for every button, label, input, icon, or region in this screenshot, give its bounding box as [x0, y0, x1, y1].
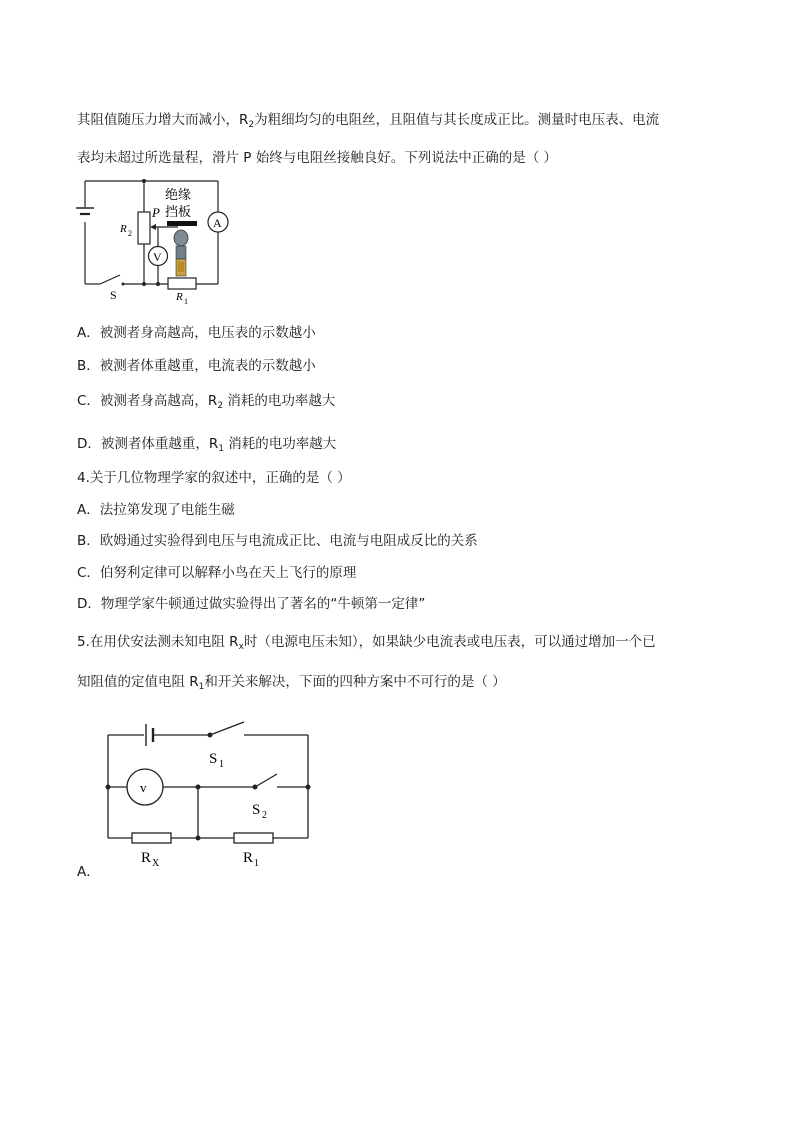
r1-label: R — [243, 850, 254, 866]
voltmeter-v-label: V — [153, 250, 162, 264]
s2-label: S — [252, 802, 261, 818]
q5-stem-line1 — [77, 630, 656, 652]
insulator-label-line2: 挡板 — [165, 205, 192, 220]
q3-stem-line1-part-a: 其阻值随压力增大而减小，R — [77, 112, 249, 128]
rx-label-sub: X — [152, 858, 160, 869]
r1-label-sub: 1 — [184, 297, 188, 306]
q5-option-a-label: A． — [77, 864, 100, 880]
q3-height-weight-circuit-diagram — [70, 172, 240, 307]
q3-option-c — [77, 389, 335, 411]
q3-option-c-part-a: C．被测者身高越高，R — [77, 393, 218, 409]
s2-label-sub: 2 — [262, 810, 267, 821]
q3-option-c-part-b: 消耗的电功率越大 — [223, 393, 336, 409]
r2-label-sub: 2 — [128, 229, 132, 238]
q3-stem-line1 — [77, 108, 659, 130]
q3-option-d-part-b: 消耗的电功率越大 — [224, 436, 337, 452]
q5-stem-line2-part-b: 和开关来解决，下面的四种方案中不可行的是（ ） — [204, 674, 506, 690]
rx-label: R — [141, 850, 152, 866]
r2-label: R — [120, 223, 127, 235]
slider-p-label: P — [152, 205, 160, 220]
q5-stem-line2 — [77, 670, 506, 692]
q5-stem-line1-part-a: 5.在用伏安法测未知电阻 R — [77, 634, 239, 650]
ammeter-a-label: A — [213, 216, 222, 230]
q3-option-a: A．被测者身高越高，电压表的示数越小 — [77, 325, 316, 341]
q3-stem-line1-part-b: 为粗细均匀的电阻丝，且阻值与其长度成正比。测量时电压表、电流 — [254, 112, 660, 128]
q3-option-c-subscript: 2 — [217, 401, 224, 411]
voltmeter-label: v — [140, 780, 147, 795]
person-figure-icon — [174, 230, 188, 276]
q3-option-b: B．被测者体重越重，电流表的示数越小 — [77, 358, 316, 374]
switch-s-label: S — [110, 288, 117, 302]
q5-stem-line1-subscript: x — [238, 642, 244, 652]
q3-option-d — [77, 432, 336, 454]
s1-label-sub: 1 — [219, 759, 224, 770]
q4-stem: 4.关于几位物理学家的叙述中，正确的是（ ） — [77, 470, 351, 486]
q5-stem-line2-part-a: 知阻值的定值电阻 R — [77, 674, 199, 690]
insulator-label-line1: 绝缘 — [165, 188, 192, 203]
q4-option-c: C．伯努利定律可以解释小鸟在天上飞行的原理 — [77, 565, 357, 581]
s1-label: S — [209, 751, 218, 767]
q3-option-d-subscript: 1 — [218, 444, 225, 454]
r1-label-sub: 1 — [254, 858, 259, 869]
q4-option-d: D．物理学家牛顿通过做实验得出了著名的“牛顿第一定律” — [77, 596, 426, 612]
r1-label: R — [176, 291, 183, 303]
q5-option-a-circuit-diagram — [96, 715, 326, 875]
q5-stem-line1-part-b: 时（电源电压未知），如果缺少电流表或电压表，可以通过增加一个已 — [243, 634, 656, 650]
q3-stem-line2: 表均未超过所选量程，滑片 P 始终与电阻丝接触良好。下列说法中正确的是（ ） — [77, 150, 558, 166]
q3-stem-line1-subscript: 2 — [248, 120, 255, 130]
q4-option-b: B．欧姆通过实验得到电压与电流成正比、电流与电阻成反比的关系 — [77, 533, 478, 549]
q4-option-a: A．法拉第发现了电能生磁 — [77, 502, 235, 518]
q3-option-d-part-a: D．被测者体重越重，R — [77, 436, 219, 452]
q5-stem-line2-subscript: 1 — [198, 682, 205, 692]
